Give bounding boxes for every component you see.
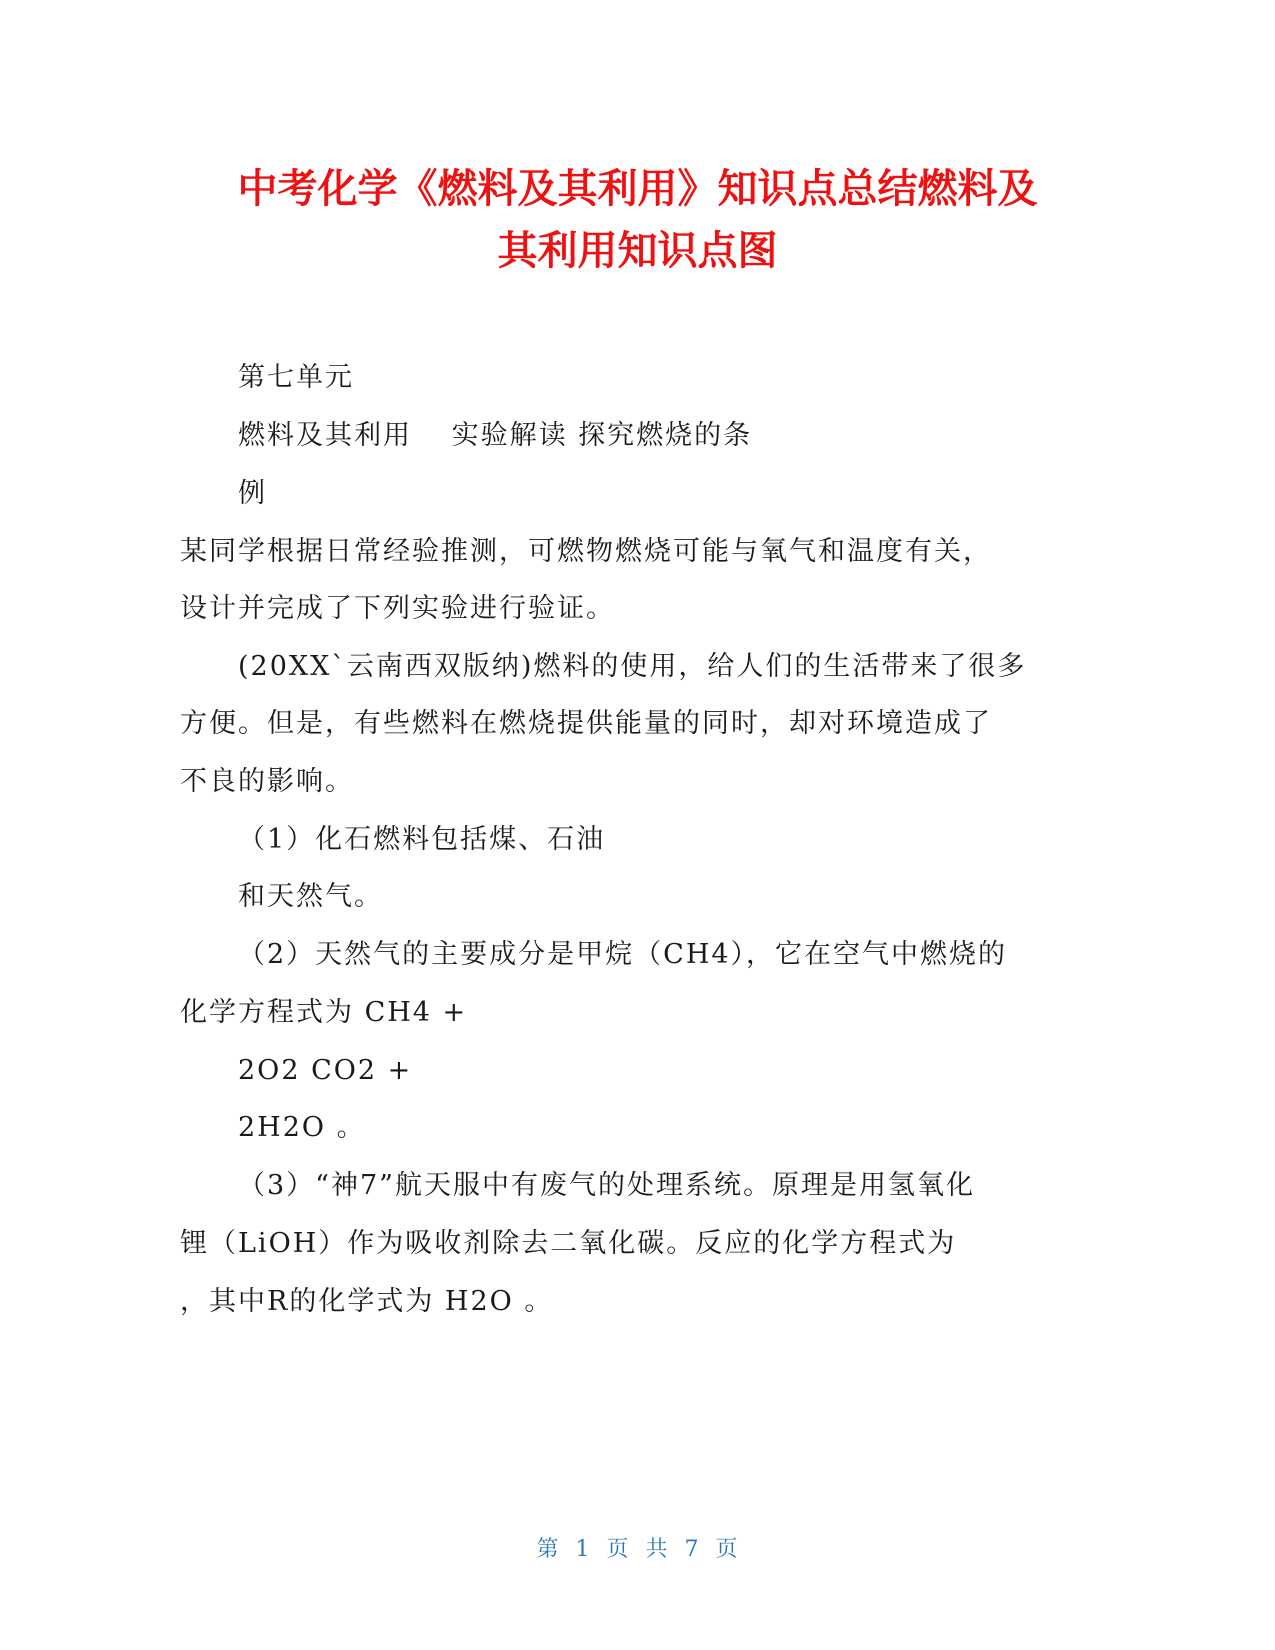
body-line: 设计并完成了下列实验进行验证。 [180, 593, 615, 624]
footer-total-pages: 7 [684, 1537, 700, 1562]
body-line: 锂（LiOH）作为吸收剂除去二氧化碳。反应的化学方程式为 [180, 1228, 957, 1259]
title-line-2: 其利用知识点图 [497, 228, 778, 274]
footer-ye-2: 页 [715, 1537, 739, 1562]
body-line: 化学方程式为 CH4 + [180, 997, 468, 1028]
body-line: （1）化石燃料包括煤、石油 [238, 824, 606, 855]
body-line: 和天然气。 [238, 881, 383, 912]
body-line: 2O2 CO2 + [238, 1055, 413, 1086]
title-line-1: 中考化学《燃料及其利用》知识点总结燃料及 [237, 166, 1038, 212]
body-line: （2）天然气的主要成分是甲烷（CH4），它在空气中燃烧的 [238, 939, 1008, 970]
page-footer [0, 1536, 1275, 1564]
document-title [150, 158, 1125, 282]
body-line: 方便。但是，有些燃料在燃烧提供能量的同时，却对环境造成了 [180, 708, 992, 739]
body-line: 不良的影响。 [180, 766, 354, 797]
footer-current-page: 1 [575, 1537, 591, 1562]
body-line: 燃料及其利用 实验解读 探究燃烧的条 [238, 420, 753, 451]
body-line: 某同学根据日常经验推测，可燃物燃烧可能与氧气和温度有关， [180, 536, 992, 567]
body-line: （3）“神7”航天服中有废气的处理系统。原理是用氢氧化 [238, 1170, 975, 1201]
footer-ye: 页 [606, 1537, 630, 1562]
body-line: ，其中R的化学式为 H2O 。 [180, 1286, 554, 1317]
unit-heading: 第七单元 [238, 362, 354, 393]
body-line: (20XX`云南西双版纳)燃料的使用，给人们的生活带来了很多 [238, 651, 1027, 682]
footer-gong: 共 [645, 1537, 669, 1562]
body-line: 例 [238, 478, 267, 509]
body-line: 2H2O 。 [238, 1112, 366, 1143]
footer-di: 第 [536, 1537, 560, 1562]
